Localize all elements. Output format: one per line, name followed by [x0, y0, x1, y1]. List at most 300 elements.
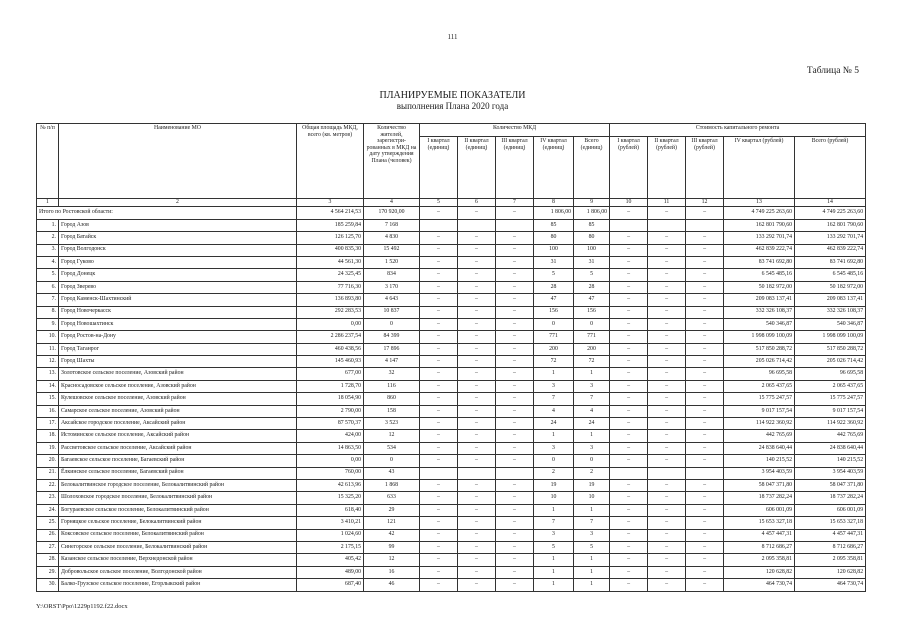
row-residents: 46 — [364, 579, 420, 591]
row-mkd-q2: – — [458, 405, 496, 417]
row-cost-q1: – — [610, 318, 648, 330]
header-cost-q1: I квартал (рублей) — [610, 137, 648, 199]
row-num: 7. — [37, 294, 59, 306]
row-area: 400 835,30 — [297, 244, 364, 256]
row-cost-q2: – — [648, 541, 686, 553]
row-mkd-total: 80 — [574, 232, 610, 244]
row-cost-q4: 9 017 157,54 — [724, 405, 795, 417]
row-num: 22. — [37, 479, 59, 491]
row-mkd-q3 — [496, 467, 534, 479]
total-cost-q2: – — [648, 207, 686, 219]
row-name: Город Новошахтинск — [59, 318, 297, 330]
table-row — [37, 380, 866, 392]
row-cost-q2: – — [648, 306, 686, 318]
row-mkd-q4: 19 — [534, 479, 574, 491]
row-mkd-q2: – — [458, 331, 496, 343]
row-residents: 29 — [364, 504, 420, 516]
column-number: 8 — [534, 199, 574, 207]
row-cost-q4: 2 095 358,81 — [724, 554, 795, 566]
row-name: Город Таганрог — [59, 343, 297, 355]
row-num: 9. — [37, 318, 59, 330]
row-num: 11. — [37, 343, 59, 355]
row-residents: 16 — [364, 566, 420, 578]
table-row — [37, 306, 866, 318]
row-cost-q1: – — [610, 306, 648, 318]
row-cost-q2: – — [648, 269, 686, 281]
row-mkd-q3: – — [496, 566, 534, 578]
indicators-table — [36, 123, 866, 592]
row-cost-q4: 209 083 137,41 — [724, 294, 795, 306]
row-mkd-q3: – — [496, 418, 534, 430]
header-cost-group: Стоимость капитального ремонта — [610, 124, 866, 137]
row-mkd-q4: 1 — [534, 504, 574, 516]
row-cost-q3: – — [686, 579, 724, 591]
row-mkd-q1: – — [420, 356, 458, 368]
row-name: Казанское сельское поселение, Верхнедонской район — [59, 554, 297, 566]
table-row — [37, 256, 866, 268]
row-mkd-total: 10 — [574, 492, 610, 504]
column-number: 12 — [686, 199, 724, 207]
row-mkd-q1: – — [420, 318, 458, 330]
row-cost-total: 464 730,74 — [795, 579, 866, 591]
row-mkd-total: 7 — [574, 393, 610, 405]
table-row — [37, 517, 866, 529]
row-name: Горняцкое сельское поселение, Белокалитвинский район — [59, 517, 297, 529]
row-residents: 84 399 — [364, 331, 420, 343]
row-residents: 121 — [364, 517, 420, 529]
row-num: 8. — [37, 306, 59, 318]
row-residents: 633 — [364, 492, 420, 504]
row-cost-q3: – — [686, 232, 724, 244]
table-row — [37, 467, 866, 479]
row-mkd-q1: – — [420, 244, 458, 256]
row-mkd-total: 85 — [574, 219, 610, 231]
table-row — [37, 393, 866, 405]
row-area: 3 410,21 — [297, 517, 364, 529]
row-mkd-q4: 85 — [534, 219, 574, 231]
row-mkd-q3: – — [496, 306, 534, 318]
row-mkd-q4: 7 — [534, 393, 574, 405]
row-mkd-total: 1 — [574, 566, 610, 578]
row-area: 14 863,50 — [297, 442, 364, 454]
row-area: 405,42 — [297, 554, 364, 566]
row-cost-q2: – — [648, 318, 686, 330]
row-cost-q1: – — [610, 281, 648, 293]
row-mkd-q1: – — [420, 554, 458, 566]
table-row — [37, 318, 866, 330]
row-name: Город Ростов-на-Дону — [59, 331, 297, 343]
row-cost-q2: – — [648, 393, 686, 405]
row-mkd-q3: – — [496, 294, 534, 306]
row-mkd-q4: 1 — [534, 554, 574, 566]
row-name: Шолоховское городское поселение, Белокалитвинский район — [59, 492, 297, 504]
row-num: 18. — [37, 430, 59, 442]
row-cost-q2: – — [648, 479, 686, 491]
row-mkd-total: 3 — [574, 380, 610, 392]
row-cost-q1: – — [610, 405, 648, 417]
header-mkd-group: Количество МКД — [420, 124, 610, 137]
row-mkd-q3: – — [496, 281, 534, 293]
row-mkd-total: 28 — [574, 281, 610, 293]
row-mkd-q2: – — [458, 554, 496, 566]
row-cost-q1: – — [610, 368, 648, 380]
row-cost-q2: – — [648, 430, 686, 442]
row-cost-q1: – — [610, 541, 648, 553]
total-mkd-q4: 1 806,00 — [534, 207, 574, 219]
row-cost-total: 6 545 485,16 — [795, 269, 866, 281]
row-name: Кулешовское сельское поселение, Азовский район — [59, 393, 297, 405]
row-residents: 10 837 — [364, 306, 420, 318]
page-number: 111 — [447, 33, 458, 41]
row-cost-q1: – — [610, 504, 648, 516]
row-mkd-q2: – — [458, 343, 496, 355]
row-cost-q2: – — [648, 517, 686, 529]
file-path-footer: Y:\ORST\Ppo\1229p1192.f22.docx — [36, 603, 128, 610]
column-number: 10 — [610, 199, 648, 207]
row-name: Синегорское сельское поселение, Белокалитвинский район — [59, 541, 297, 553]
row-mkd-q4: 7 — [534, 517, 574, 529]
row-name: Истоминское сельское поселение, Аксайский район — [59, 430, 297, 442]
row-cost-q3: – — [686, 529, 724, 541]
row-cost-q3: – — [686, 504, 724, 516]
column-number: 14 — [795, 199, 866, 207]
row-mkd-q2: – — [458, 244, 496, 256]
row-area: 44 561,30 — [297, 256, 364, 268]
row-mkd-total: 1 — [574, 368, 610, 380]
total-mkd-q1: – — [420, 207, 458, 219]
row-cost-q1: – — [610, 579, 648, 591]
row-area: 760,00 — [297, 467, 364, 479]
row-name: Богураевское сельское поселение, Белокалитвинский район — [59, 504, 297, 516]
row-cost-total: 3 954 403,59 — [795, 467, 866, 479]
row-cost-q1: – — [610, 554, 648, 566]
column-number: 5 — [420, 199, 458, 207]
header-name: Наименование МО — [59, 124, 297, 199]
row-cost-total: 83 741 692,80 — [795, 256, 866, 268]
row-cost-total: 15 653 327,18 — [795, 517, 866, 529]
header-mkd-q1: I квартал (единиц) — [420, 137, 458, 199]
row-num: 21. — [37, 467, 59, 479]
row-num: 25. — [37, 517, 59, 529]
row-cost-q4: 2 065 437,65 — [724, 380, 795, 392]
row-area: 460 438,56 — [297, 343, 364, 355]
row-mkd-q2: – — [458, 442, 496, 454]
table-row — [37, 541, 866, 553]
row-mkd-q4: 1 — [534, 430, 574, 442]
row-cost-total: 133 292 701,74 — [795, 232, 866, 244]
row-area: 136 893,80 — [297, 294, 364, 306]
row-num: 13. — [37, 368, 59, 380]
row-area: 489,00 — [297, 566, 364, 578]
row-num: 19. — [37, 442, 59, 454]
row-cost-total: 606 001,09 — [795, 504, 866, 516]
row-mkd-q4: 4 — [534, 405, 574, 417]
row-mkd-total: 1 — [574, 504, 610, 516]
row-cost-q2: – — [648, 529, 686, 541]
row-cost-q1: – — [610, 343, 648, 355]
table-row — [37, 479, 866, 491]
row-name: Красносадовское сельское поселение, Азовский район — [59, 380, 297, 392]
row-cost-total: 4 457 447,31 — [795, 529, 866, 541]
row-residents: 7 168 — [364, 219, 420, 231]
row-cost-q1: – — [610, 418, 648, 430]
row-cost-q4: 462 839 222,74 — [724, 244, 795, 256]
row-cost-q4: 205 026 714,42 — [724, 356, 795, 368]
row-cost-q1: – — [610, 430, 648, 442]
row-cost-q3: – — [686, 281, 724, 293]
row-num: 29. — [37, 566, 59, 578]
row-mkd-q1: – — [420, 281, 458, 293]
row-cost-q4: 96 695,58 — [724, 368, 795, 380]
header-cost-q4: IV квартал (рублей) — [724, 137, 795, 199]
row-cost-q2: – — [648, 281, 686, 293]
row-mkd-q1: – — [420, 479, 458, 491]
row-cost-q1: – — [610, 244, 648, 256]
row-mkd-total: 72 — [574, 356, 610, 368]
row-cost-q1: – — [610, 566, 648, 578]
row-cost-q3: – — [686, 294, 724, 306]
row-cost-total: 15 775 247,57 — [795, 393, 866, 405]
table-row — [37, 492, 866, 504]
column-number-row — [37, 199, 866, 207]
row-residents: 4 830 — [364, 232, 420, 244]
row-num: 26. — [37, 529, 59, 541]
row-num: 16. — [37, 405, 59, 417]
row-name: Аксайское городское поселение, Аксайский район — [59, 418, 297, 430]
row-cost-q3 — [686, 219, 724, 231]
row-num: 1. — [37, 219, 59, 231]
row-mkd-q2: – — [458, 479, 496, 491]
row-mkd-q4: 0 — [534, 455, 574, 467]
row-cost-total: 114 922 360,92 — [795, 418, 866, 430]
row-mkd-q3: – — [496, 579, 534, 591]
row-mkd-q3: – — [496, 517, 534, 529]
row-mkd-q3: – — [496, 541, 534, 553]
row-mkd-q1: – — [420, 368, 458, 380]
row-cost-q2: – — [648, 343, 686, 355]
row-num: 17. — [37, 418, 59, 430]
row-mkd-q2: – — [458, 368, 496, 380]
row-area: 18 054,90 — [297, 393, 364, 405]
document-title: ПЛАНИРУЕМЫЕ ПОКАЗАТЕЛИ — [379, 90, 526, 101]
row-cost-q2: – — [648, 356, 686, 368]
row-cost-q2: – — [648, 442, 686, 454]
row-mkd-q2: – — [458, 306, 496, 318]
row-mkd-q4: 1 — [534, 368, 574, 380]
row-mkd-q2: – — [458, 380, 496, 392]
row-cost-total: 540 346,87 — [795, 318, 866, 330]
table-row — [37, 566, 866, 578]
row-mkd-total: 100 — [574, 244, 610, 256]
column-number: 11 — [648, 199, 686, 207]
row-cost-q3: – — [686, 455, 724, 467]
row-mkd-total: 5 — [574, 269, 610, 281]
row-mkd-total: 1 — [574, 430, 610, 442]
row-cost-total: 24 838 640,44 — [795, 442, 866, 454]
column-number: 7 — [496, 199, 534, 207]
row-cost-q2: – — [648, 232, 686, 244]
total-area: 4 564 214,53 — [297, 207, 364, 219]
row-cost-total: 517 850 288,72 — [795, 343, 866, 355]
table-row — [37, 504, 866, 516]
row-cost-q3: – — [686, 306, 724, 318]
row-mkd-q3: – — [496, 529, 534, 541]
row-mkd-q2: – — [458, 356, 496, 368]
row-mkd-q1 — [420, 219, 458, 231]
table-row — [37, 281, 866, 293]
row-cost-q4: 133 292 701,74 — [724, 232, 795, 244]
row-area: 2 286 237,54 — [297, 331, 364, 343]
row-mkd-q1: – — [420, 418, 458, 430]
row-cost-q1: – — [610, 479, 648, 491]
row-mkd-q2: – — [458, 455, 496, 467]
row-mkd-q1: – — [420, 294, 458, 306]
row-name: Ёлкинское сельское поселение, Багаевский район — [59, 467, 297, 479]
row-mkd-q4: 72 — [534, 356, 574, 368]
row-residents: 834 — [364, 269, 420, 281]
row-residents: 1 520 — [364, 256, 420, 268]
row-cost-q2: – — [648, 380, 686, 392]
row-cost-q2: – — [648, 368, 686, 380]
row-mkd-q3: – — [496, 380, 534, 392]
table-row — [37, 244, 866, 256]
row-cost-q2: – — [648, 256, 686, 268]
row-mkd-total: 771 — [574, 331, 610, 343]
row-mkd-q4: 31 — [534, 256, 574, 268]
table-row — [37, 529, 866, 541]
row-cost-q3: – — [686, 356, 724, 368]
row-cost-total: 18 737 282,24 — [795, 492, 866, 504]
row-area: 77 716,30 — [297, 281, 364, 293]
row-mkd-q4: 28 — [534, 281, 574, 293]
row-mkd-q1: – — [420, 405, 458, 417]
row-mkd-q3: – — [496, 244, 534, 256]
row-name: Багаевское сельское поселение, Багаевский район — [59, 455, 297, 467]
row-residents: 15 492 — [364, 244, 420, 256]
row-cost-q4: 15 653 327,18 — [724, 517, 795, 529]
row-area: 618,40 — [297, 504, 364, 516]
row-mkd-q3: – — [496, 318, 534, 330]
row-area: 292 283,53 — [297, 306, 364, 318]
row-num: 5. — [37, 269, 59, 281]
row-mkd-total: 4 — [574, 405, 610, 417]
row-cost-q1: – — [610, 442, 648, 454]
row-area: 1 728,70 — [297, 380, 364, 392]
row-mkd-q2 — [458, 467, 496, 479]
row-cost-total: 140 215,52 — [795, 455, 866, 467]
row-num: 24. — [37, 504, 59, 516]
row-mkd-q4: 156 — [534, 306, 574, 318]
row-num: 20. — [37, 455, 59, 467]
row-mkd-q2: – — [458, 269, 496, 281]
row-name: Рассветовское сельское поселение, Аксайский район — [59, 442, 297, 454]
row-cost-q2: – — [648, 579, 686, 591]
row-cost-total: 50 182 972,00 — [795, 281, 866, 293]
row-cost-q3: – — [686, 393, 724, 405]
row-area: 145 460,93 — [297, 356, 364, 368]
row-name: Коксовское сельское поселение, Белокалитвинский район — [59, 529, 297, 541]
header-cost-q2: II квартал (рублей) — [648, 137, 686, 199]
row-mkd-q4: 5 — [534, 541, 574, 553]
column-number: 2 — [59, 199, 297, 207]
row-cost-total: 209 083 137,41 — [795, 294, 866, 306]
row-cost-q3 — [686, 467, 724, 479]
row-mkd-total: 0 — [574, 455, 610, 467]
total-mkd-q2: – — [458, 207, 496, 219]
row-cost-q3: – — [686, 442, 724, 454]
row-residents: 12 — [364, 554, 420, 566]
row-mkd-q2: – — [458, 492, 496, 504]
row-mkd-total: 31 — [574, 256, 610, 268]
row-mkd-q1: – — [420, 529, 458, 541]
row-mkd-total: 1 — [574, 579, 610, 591]
row-area: 2 175,15 — [297, 541, 364, 553]
row-area: 2 790,00 — [297, 405, 364, 417]
table-row — [37, 455, 866, 467]
row-cost-total: 205 026 714,42 — [795, 356, 866, 368]
row-mkd-q2: – — [458, 418, 496, 430]
row-cost-q1: – — [610, 331, 648, 343]
row-mkd-q3: – — [496, 455, 534, 467]
row-mkd-q4: 1 — [534, 579, 574, 591]
total-cost-q3: – — [686, 207, 724, 219]
row-mkd-q2: – — [458, 232, 496, 244]
row-residents: 534 — [364, 442, 420, 454]
row-residents: 4 147 — [364, 356, 420, 368]
row-area: 24 325,45 — [297, 269, 364, 281]
row-residents: 17 896 — [364, 343, 420, 355]
row-mkd-q4: 5 — [534, 269, 574, 281]
row-residents: 860 — [364, 393, 420, 405]
row-cost-q3: – — [686, 318, 724, 330]
row-mkd-q1: – — [420, 504, 458, 516]
row-cost-q2: – — [648, 566, 686, 578]
row-mkd-q2: – — [458, 294, 496, 306]
row-name: Город Волгодонск — [59, 244, 297, 256]
row-mkd-q1: – — [420, 269, 458, 281]
table-row — [37, 343, 866, 355]
row-residents: 43 — [364, 467, 420, 479]
row-cost-q1: – — [610, 232, 648, 244]
row-residents: 4 643 — [364, 294, 420, 306]
header-cost-q3: III квартал (рублей) — [686, 137, 724, 199]
row-area: 87 570,37 — [297, 418, 364, 430]
row-name: Город Шахты — [59, 356, 297, 368]
row-cost-q4: 540 346,87 — [724, 318, 795, 330]
row-area: 0,00 — [297, 455, 364, 467]
row-mkd-q1: – — [420, 455, 458, 467]
row-cost-q1: – — [610, 455, 648, 467]
row-mkd-q1: – — [420, 517, 458, 529]
column-number: 3 — [297, 199, 364, 207]
total-cost-q1: – — [610, 207, 648, 219]
row-mkd-q4: 2 — [534, 467, 574, 479]
row-residents: 3 170 — [364, 281, 420, 293]
row-cost-q1: – — [610, 294, 648, 306]
row-cost-q4: 6 545 485,16 — [724, 269, 795, 281]
row-cost-q2: – — [648, 405, 686, 417]
row-cost-total: 2 095 358,81 — [795, 554, 866, 566]
row-mkd-q1: – — [420, 256, 458, 268]
row-mkd-q3: – — [496, 554, 534, 566]
column-number: 1 — [37, 199, 59, 207]
column-number: 13 — [724, 199, 795, 207]
row-mkd-q1: – — [420, 343, 458, 355]
row-cost-q4: 15 775 247,57 — [724, 393, 795, 405]
column-number: 4 — [364, 199, 420, 207]
table-label: Таблица № 5 — [806, 66, 859, 76]
row-mkd-q4: 3 — [534, 442, 574, 454]
